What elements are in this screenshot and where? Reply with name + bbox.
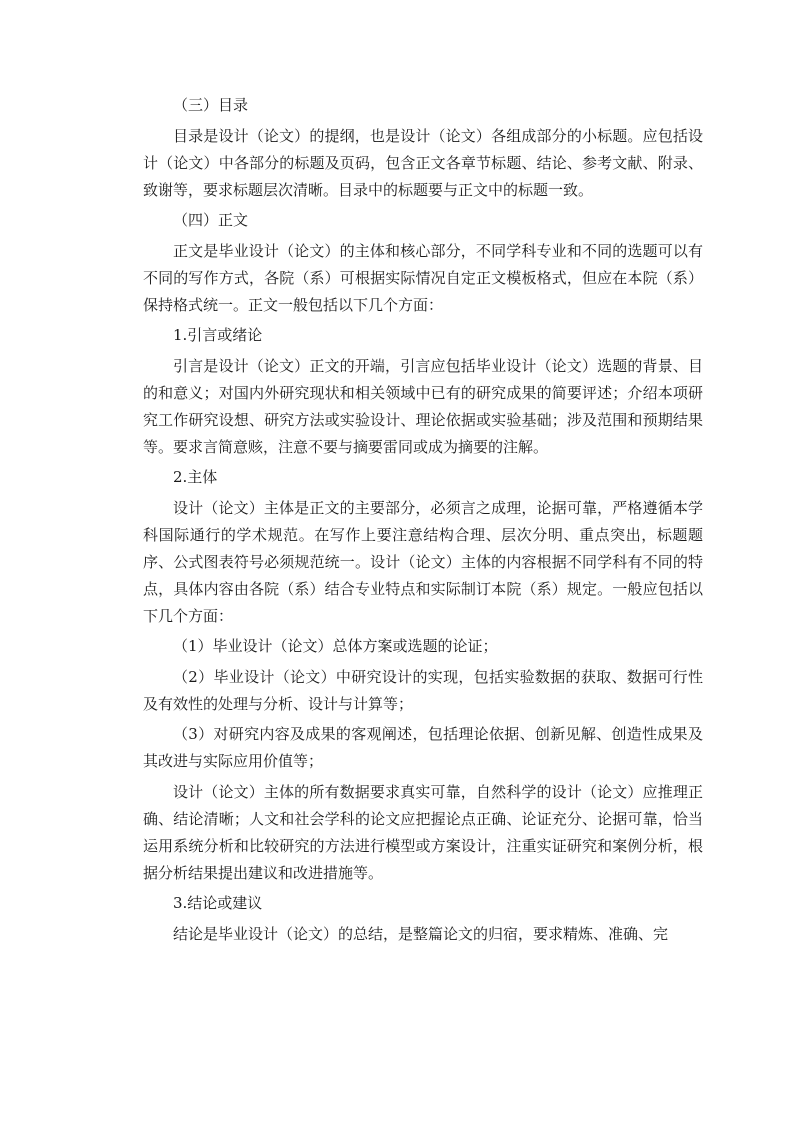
paragraph-conclusion: 结论是毕业设计（论文）的总结，是整篇论文的归宿，要求精炼、准确、完 [173,924,669,943]
list-item-3: （3）对研究内容及成果的客观阐述，包括理论依据、创新见解、创造性成果及其改进与实际应用价值等； [143,725,703,770]
subsection-heading-main-body: 2.主体 [173,468,218,486]
paragraph-introduction: 引言是设计（论文）正文的开端，引言应包括毕业设计（论文）选题的背景、目的和意义；对国内外研究现状和相关领域中已有的研究成果的简要评述；介绍本项研究工作研究设想、研究方法或实验设计、理论依据或实验基础；涉及范围和预期结果等。要求言简意赅，注意不要与摘要雷同或成为摘要的注解。 [143,356,703,456]
paragraph-main-body: 设计（论文）主体是正文的主要部分，必须言之成理，论据可靠，严格遵循本学科国际通行的学术规范。在写作上要注意结构合理、层次分明、重点突出，标题题序、公式图表符号必须规范统一。设计（论文）主体的内容根据不同学科有不同的特点，具体内容由各院（系）结合专业特点和实际制订本院（系）规定。一般应包括以下几个方面： [143,498,703,625]
section-heading-body: （四）正文 [173,211,249,229]
list-item-2: （2）毕业设计（论文）中研究设计的实现，包括实验数据的获取、数据可行性及有效性的处理与分析、设计与计算等； [143,667,703,713]
document-body [143,92,703,951]
paragraph-toc: 目录是设计（论文）的提纲，也是设计（论文）各组成部分的小标题。应包括设计（论文）中各部分的标题及页码，包含正文各章节标题、结论、参考文献、附录、致谢等，要求标题层次清晰。目录中的标题要与正文中的标题一致。 [143,126,703,199]
list-item-1: （1）毕业设计（论文）总体方案或选题的论证； [173,637,498,655]
paragraph-main-body-data: 设计（论文）主体的所有数据要求真实可靠，自然科学的设计（论文）应推理正确、结论清晰；人文和社会学科的论文应把握论点正确、论证充分、论据可靠，恰当运用系统分析和比较研究的方法进行模型或方案设计，注重实证研究和案例分析，根据分析结果提出建议和改进措施等。 [143,782,703,882]
subsection-heading-conclusion: 3.结论或建议 [173,894,263,912]
subsection-heading-introduction: 1.引言或绪论 [173,326,263,344]
section-heading-toc: （三）目录 [173,96,249,114]
paragraph-body-intro: 正文是毕业设计（论文）的主体和核心部分，不同学科专业和不同的选题可以有不同的写作方式，各院（系）可根据实际情况自定正文模板格式，但应在本院（系）保持格式统一。正文一般包括以下几个方面： [143,241,703,314]
